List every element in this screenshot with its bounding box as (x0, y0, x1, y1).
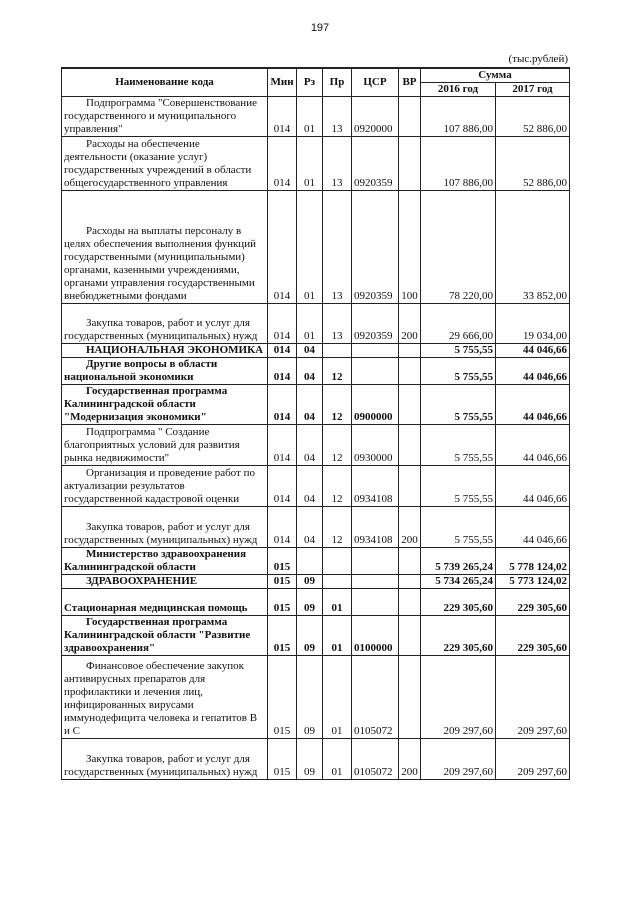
row-rz: 09 (297, 615, 323, 655)
row-rz: 04 (297, 506, 323, 547)
row-pr (323, 547, 352, 574)
row-sum-2017: 44 046,66 (496, 343, 570, 357)
row-pr: 01 (323, 588, 352, 615)
row-csr (352, 574, 399, 588)
table-row (62, 190, 570, 303)
table-row (62, 574, 570, 588)
budget-table (61, 67, 570, 780)
row-name: Подпрограмма " Создание благоприятных условий для развития рынка недвижимости" (62, 424, 268, 465)
row-csr (352, 588, 399, 615)
row-pr: 12 (323, 424, 352, 465)
row-vr: 200 (399, 506, 421, 547)
row-vr (399, 136, 421, 190)
row-name: ЗДРАВООХРАНЕНИЕ (62, 574, 268, 588)
units-label: (тыс.рублей) (508, 53, 568, 65)
row-name: Финансовое обеспечение закупок антивирусных препаратов для профилактики и лечения лиц, инфицированных вирусами иммунодефицита человека и гепатитов В и С (62, 655, 268, 738)
row-name: Расходы на обеспечение деятельности (оказание услуг) государственных учреждений в области общегосударственного управления (62, 136, 268, 190)
row-min: 015 (268, 547, 297, 574)
row-name: Другие вопросы в области национальной экономики (62, 357, 268, 384)
row-vr (399, 465, 421, 506)
row-sum-2017: 44 046,66 (496, 357, 570, 384)
row-min: 014 (268, 384, 297, 424)
row-name: Подпрограмма "Совершенствование государственного и муниципального управления" (62, 96, 268, 136)
row-csr (352, 357, 399, 384)
row-sum-2017: 229 305,60 (496, 615, 570, 655)
table-row (62, 655, 570, 738)
row-sum-2016: 5 734 265,24 (421, 574, 496, 588)
row-csr: 0934108 (352, 465, 399, 506)
row-rz: 01 (297, 303, 323, 343)
row-sum-2017: 5 778 124,02 (496, 547, 570, 574)
row-name: Государственная программа Калининградской области "Модернизация экономики" (62, 384, 268, 424)
row-name: НАЦИОНАЛЬНАЯ ЭКОНОМИКА (62, 343, 268, 357)
row-sum-2016: 107 886,00 (421, 96, 496, 136)
row-sum-2016: 229 305,60 (421, 588, 496, 615)
row-sum-2016: 5 755,55 (421, 357, 496, 384)
table-row (62, 343, 570, 357)
row-sum-2017: 44 046,66 (496, 506, 570, 547)
row-rz: 04 (297, 357, 323, 384)
row-rz: 09 (297, 655, 323, 738)
row-sum-2016: 29 666,00 (421, 303, 496, 343)
row-sum-2017: 209 297,60 (496, 655, 570, 738)
row-min: 014 (268, 136, 297, 190)
table-row (62, 303, 570, 343)
table-body (62, 96, 570, 779)
row-min: 015 (268, 738, 297, 779)
row-min: 014 (268, 357, 297, 384)
row-name: Стационарная медицинская помощь (62, 588, 268, 615)
row-rz: 09 (297, 574, 323, 588)
row-sum-2017: 209 297,60 (496, 738, 570, 779)
row-csr: 0920000 (352, 96, 399, 136)
row-pr (323, 574, 352, 588)
row-min: 014 (268, 506, 297, 547)
row-sum-2016: 5 755,55 (421, 424, 496, 465)
row-pr: 13 (323, 136, 352, 190)
row-rz: 09 (297, 588, 323, 615)
row-min: 015 (268, 615, 297, 655)
row-vr (399, 424, 421, 465)
row-vr: 100 (399, 190, 421, 303)
row-rz: 01 (297, 136, 323, 190)
row-csr: 0100000 (352, 615, 399, 655)
row-sum-2017: 44 046,66 (496, 384, 570, 424)
row-min: 014 (268, 343, 297, 357)
row-pr: 13 (323, 190, 352, 303)
header-sum: Сумма (421, 68, 570, 82)
row-vr (399, 96, 421, 136)
row-sum-2017: 44 046,66 (496, 465, 570, 506)
table-row (62, 506, 570, 547)
table-row (62, 615, 570, 655)
table-row (62, 96, 570, 136)
page-number: 197 (310, 22, 330, 34)
row-rz: 04 (297, 343, 323, 357)
row-sum-2016: 5 755,55 (421, 384, 496, 424)
row-csr: 0930000 (352, 424, 399, 465)
row-sum-2016: 5 755,55 (421, 506, 496, 547)
row-min: 014 (268, 190, 297, 303)
row-sum-2016: 209 297,60 (421, 738, 496, 779)
row-sum-2016: 107 886,00 (421, 136, 496, 190)
row-rz (297, 547, 323, 574)
row-csr: 0920359 (352, 136, 399, 190)
row-sum-2017: 19 034,00 (496, 303, 570, 343)
header-min: Мин (268, 68, 297, 96)
row-pr: 12 (323, 384, 352, 424)
row-name: Государственная программа Калининградской области "Развитие здравоохранения" (62, 615, 268, 655)
row-name: Закупка товаров, работ и услуг для государственных (муниципальных) нужд (62, 303, 268, 343)
row-name: Организация и проведение работ по актуализации результатов государственной кадастровой оценки (62, 465, 268, 506)
row-name: Закупка товаров, работ и услуг для государственных (муниципальных) нужд (62, 738, 268, 779)
row-min: 015 (268, 574, 297, 588)
header-2016: 2016 год (421, 82, 496, 96)
row-min: 014 (268, 303, 297, 343)
row-min: 014 (268, 424, 297, 465)
row-vr (399, 384, 421, 424)
row-sum-2017: 44 046,66 (496, 424, 570, 465)
row-pr: 12 (323, 465, 352, 506)
row-vr (399, 615, 421, 655)
row-vr: 200 (399, 738, 421, 779)
row-sum-2017: 33 852,00 (496, 190, 570, 303)
header-csr: ЦСР (352, 68, 399, 96)
row-rz: 01 (297, 190, 323, 303)
table-row (62, 384, 570, 424)
row-csr: 0105072 (352, 655, 399, 738)
row-vr (399, 588, 421, 615)
row-sum-2016: 209 297,60 (421, 655, 496, 738)
row-csr: 0105072 (352, 738, 399, 779)
row-sum-2017: 5 773 124,02 (496, 574, 570, 588)
row-csr: 0920359 (352, 190, 399, 303)
row-sum-2016: 78 220,00 (421, 190, 496, 303)
row-vr (399, 357, 421, 384)
row-name: Министерство здравоохранения Калининградской области (62, 547, 268, 574)
row-rz: 01 (297, 96, 323, 136)
row-pr: 01 (323, 655, 352, 738)
row-vr: 200 (399, 303, 421, 343)
row-vr (399, 547, 421, 574)
row-sum-2016: 5 755,55 (421, 465, 496, 506)
row-csr: 0920359 (352, 303, 399, 343)
row-pr: 12 (323, 506, 352, 547)
row-sum-2016: 5 755,55 (421, 343, 496, 357)
row-rz: 09 (297, 738, 323, 779)
row-pr: 12 (323, 357, 352, 384)
table-row (62, 465, 570, 506)
row-csr (352, 547, 399, 574)
row-min: 015 (268, 588, 297, 615)
row-rz: 04 (297, 424, 323, 465)
row-sum-2016: 5 739 265,24 (421, 547, 496, 574)
header-vr: ВР (399, 68, 421, 96)
table-row (62, 547, 570, 574)
row-pr: 13 (323, 303, 352, 343)
table-row (62, 357, 570, 384)
row-sum-2017: 229 305,60 (496, 588, 570, 615)
header-name: Наименование кода (62, 68, 268, 96)
row-name: Закупка товаров, работ и услуг для государственных (муниципальных) нужд (62, 506, 268, 547)
row-min: 014 (268, 96, 297, 136)
row-csr: 0934108 (352, 506, 399, 547)
row-sum-2017: 52 886,00 (496, 96, 570, 136)
row-sum-2017: 52 886,00 (496, 136, 570, 190)
row-pr: 13 (323, 96, 352, 136)
header-2017: 2017 год (496, 82, 570, 96)
row-vr (399, 574, 421, 588)
row-min: 015 (268, 655, 297, 738)
row-csr (352, 343, 399, 357)
row-pr (323, 343, 352, 357)
row-pr: 01 (323, 615, 352, 655)
header-rz: Рз (297, 68, 323, 96)
row-csr: 0900000 (352, 384, 399, 424)
row-rz: 04 (297, 384, 323, 424)
table-row (62, 738, 570, 779)
table-row (62, 136, 570, 190)
table-row (62, 588, 570, 615)
row-pr: 01 (323, 738, 352, 779)
row-name: Расходы на выплаты персоналу в целях обеспечения выполнения функций государственными (муниципальными) органами, казенными учреждениями, органами управления государственными внебюджетными фондами (62, 190, 268, 303)
row-rz: 04 (297, 465, 323, 506)
row-vr (399, 343, 421, 357)
row-vr (399, 655, 421, 738)
header-pr: Пр (323, 68, 352, 96)
row-sum-2016: 229 305,60 (421, 615, 496, 655)
row-min: 014 (268, 465, 297, 506)
table-row (62, 424, 570, 465)
